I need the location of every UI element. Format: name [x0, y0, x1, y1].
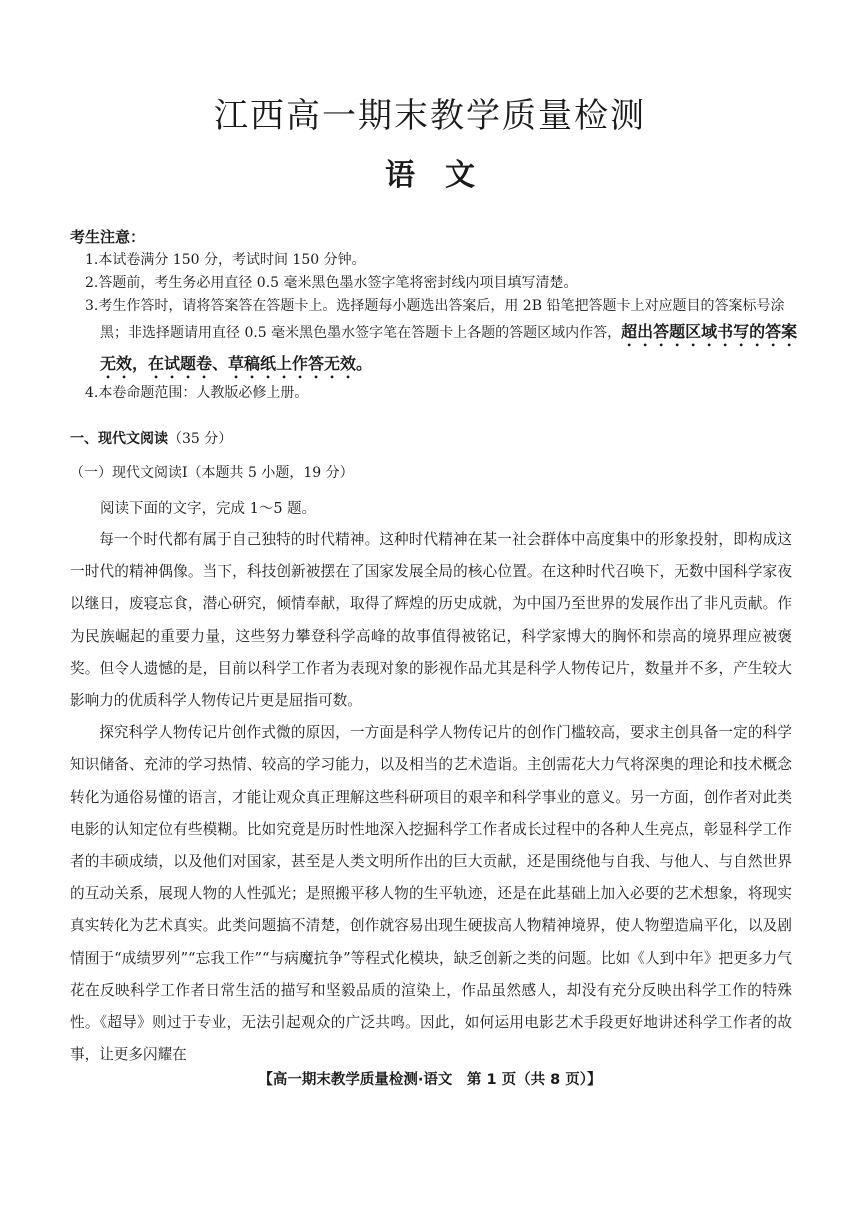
subsection-heading: （一）现代文阅读Ⅰ（本题共 5 小题，19 分） [70, 465, 354, 481]
page-title: 江西高一期末教学质量检测 [214, 96, 646, 136]
candidate-notice [70, 226, 800, 405]
reading-instruction: 阅读下面的文字，完成 1～5 题。 [100, 501, 317, 517]
notice-heading: 考生注意： [70, 228, 146, 246]
notice-item-2: 2.答题前，考生务必用直径 0.5 毫米黑色墨水签字笔将密封线内项目填写清楚。 [85, 275, 578, 291]
subject-heading: 语 文 [385, 158, 475, 193]
notice-item-3 [70, 295, 800, 382]
passage-paragraph-1: 每一个时代都有属于自己独特的时代精神。这种时代精神在某一社会群体中高度集中的形象投射，即构成这一时代的精神偶像。当下，科技创新被摆在了国家发展全局的核心位置。在这种时代召唤下，无数中国科学家夜以继日，废寝忘食，潜心研究，倾情奉献，取得了辉煌的历史成就，为中国乃至世界的发展作出了非凡贡献。作为民族崛起的重要力量，这些努力攀登科学高峰的故事值得被铭记，科学家博大的胸怀和崇高的境界理应被褒奖。但令人遗憾的是，目前以科学工作者为表现对象的影视作品尤其是科学人物传记片，数量并不多，产生较大影响力的优质科学人物传记片更是屈指可数。 [70, 531, 792, 710]
page-footer: 【高一期末教学质量检测·语文 第 1 页（共 8 页）】 [258, 1072, 602, 1088]
notice-emphasis: 超出答题区域书写的答案无效，在试题卷、草稿纸上作答无效。 [100, 322, 798, 373]
notice-item-1: 1.本试卷满分 150 分，考试时间 150 分钟。 [85, 252, 366, 268]
passage-paragraph-2: 探究科学人物传记片创作式微的原因，一方面是科学人物传记片的创作门槛较高，要求主创具备一定的科学知识储备、充沛的学习热情、较高的学习能力，以及相当的艺术造诣。主创需花大力气将深奥的理论和技术概念转化为通俗易懂的语言，才能让观众真正理解这些科研项目的艰辛和科学事业的意义。另一方面，创作者对此类电影的认知定位有些模糊。比如究竟是历时性地深入挖掘科学工作者成长过程中的各种人生亮点，彰显科学工作者的丰硕成绩，以及他们对国家，甚至是人类文明所作出的巨大贡献，还是围绕他与自我、与他人、与自然世界的互动关系，展现人物的人性弧光；是照搬平移人物的生平轨迹，还是在此基础上加入必要的艺术想象，将现实真实转化为艺术真实。此类问题搞不清楚，创作就容易出现生硬拔高人物精神境界，使人物塑造扁平化，以及剧情囿于“成绩罗列”“忘我工作”“与病魔抗争”等程式化模块，缺乏创新之类的问题。比如《人到中年》把更多力气花在反映科学工作者日常生活的描写和坚毅品质的渲染上，作品虽然感人，却没有充分反映出科学工作的特殊性。《超导》则过于专业，无法引起观众的广泛共鸣。因此，如何运用电影艺术手段更好地讲述科学工作者的故事，让更多闪耀在 [70, 724, 792, 1064]
reading-passage [70, 524, 792, 1071]
section-label: 一、现代文阅读 [70, 431, 168, 447]
section-points: （35 分） [168, 431, 233, 447]
section-heading [70, 428, 232, 448]
notice-item-4: 4.本卷命题范围：人教版必修上册。 [85, 385, 309, 401]
notice-item-3-text: 3.考生作答时，请将答案答在答题卡上。选择题每小题选出答案后，用 2B 铅笔把答题卡上对应题目的答案标号涂黑；非选择题请用直径 0.5 毫米黑色墨水签字笔在答题卡上各题的答题区域内作答， [85, 298, 785, 341]
